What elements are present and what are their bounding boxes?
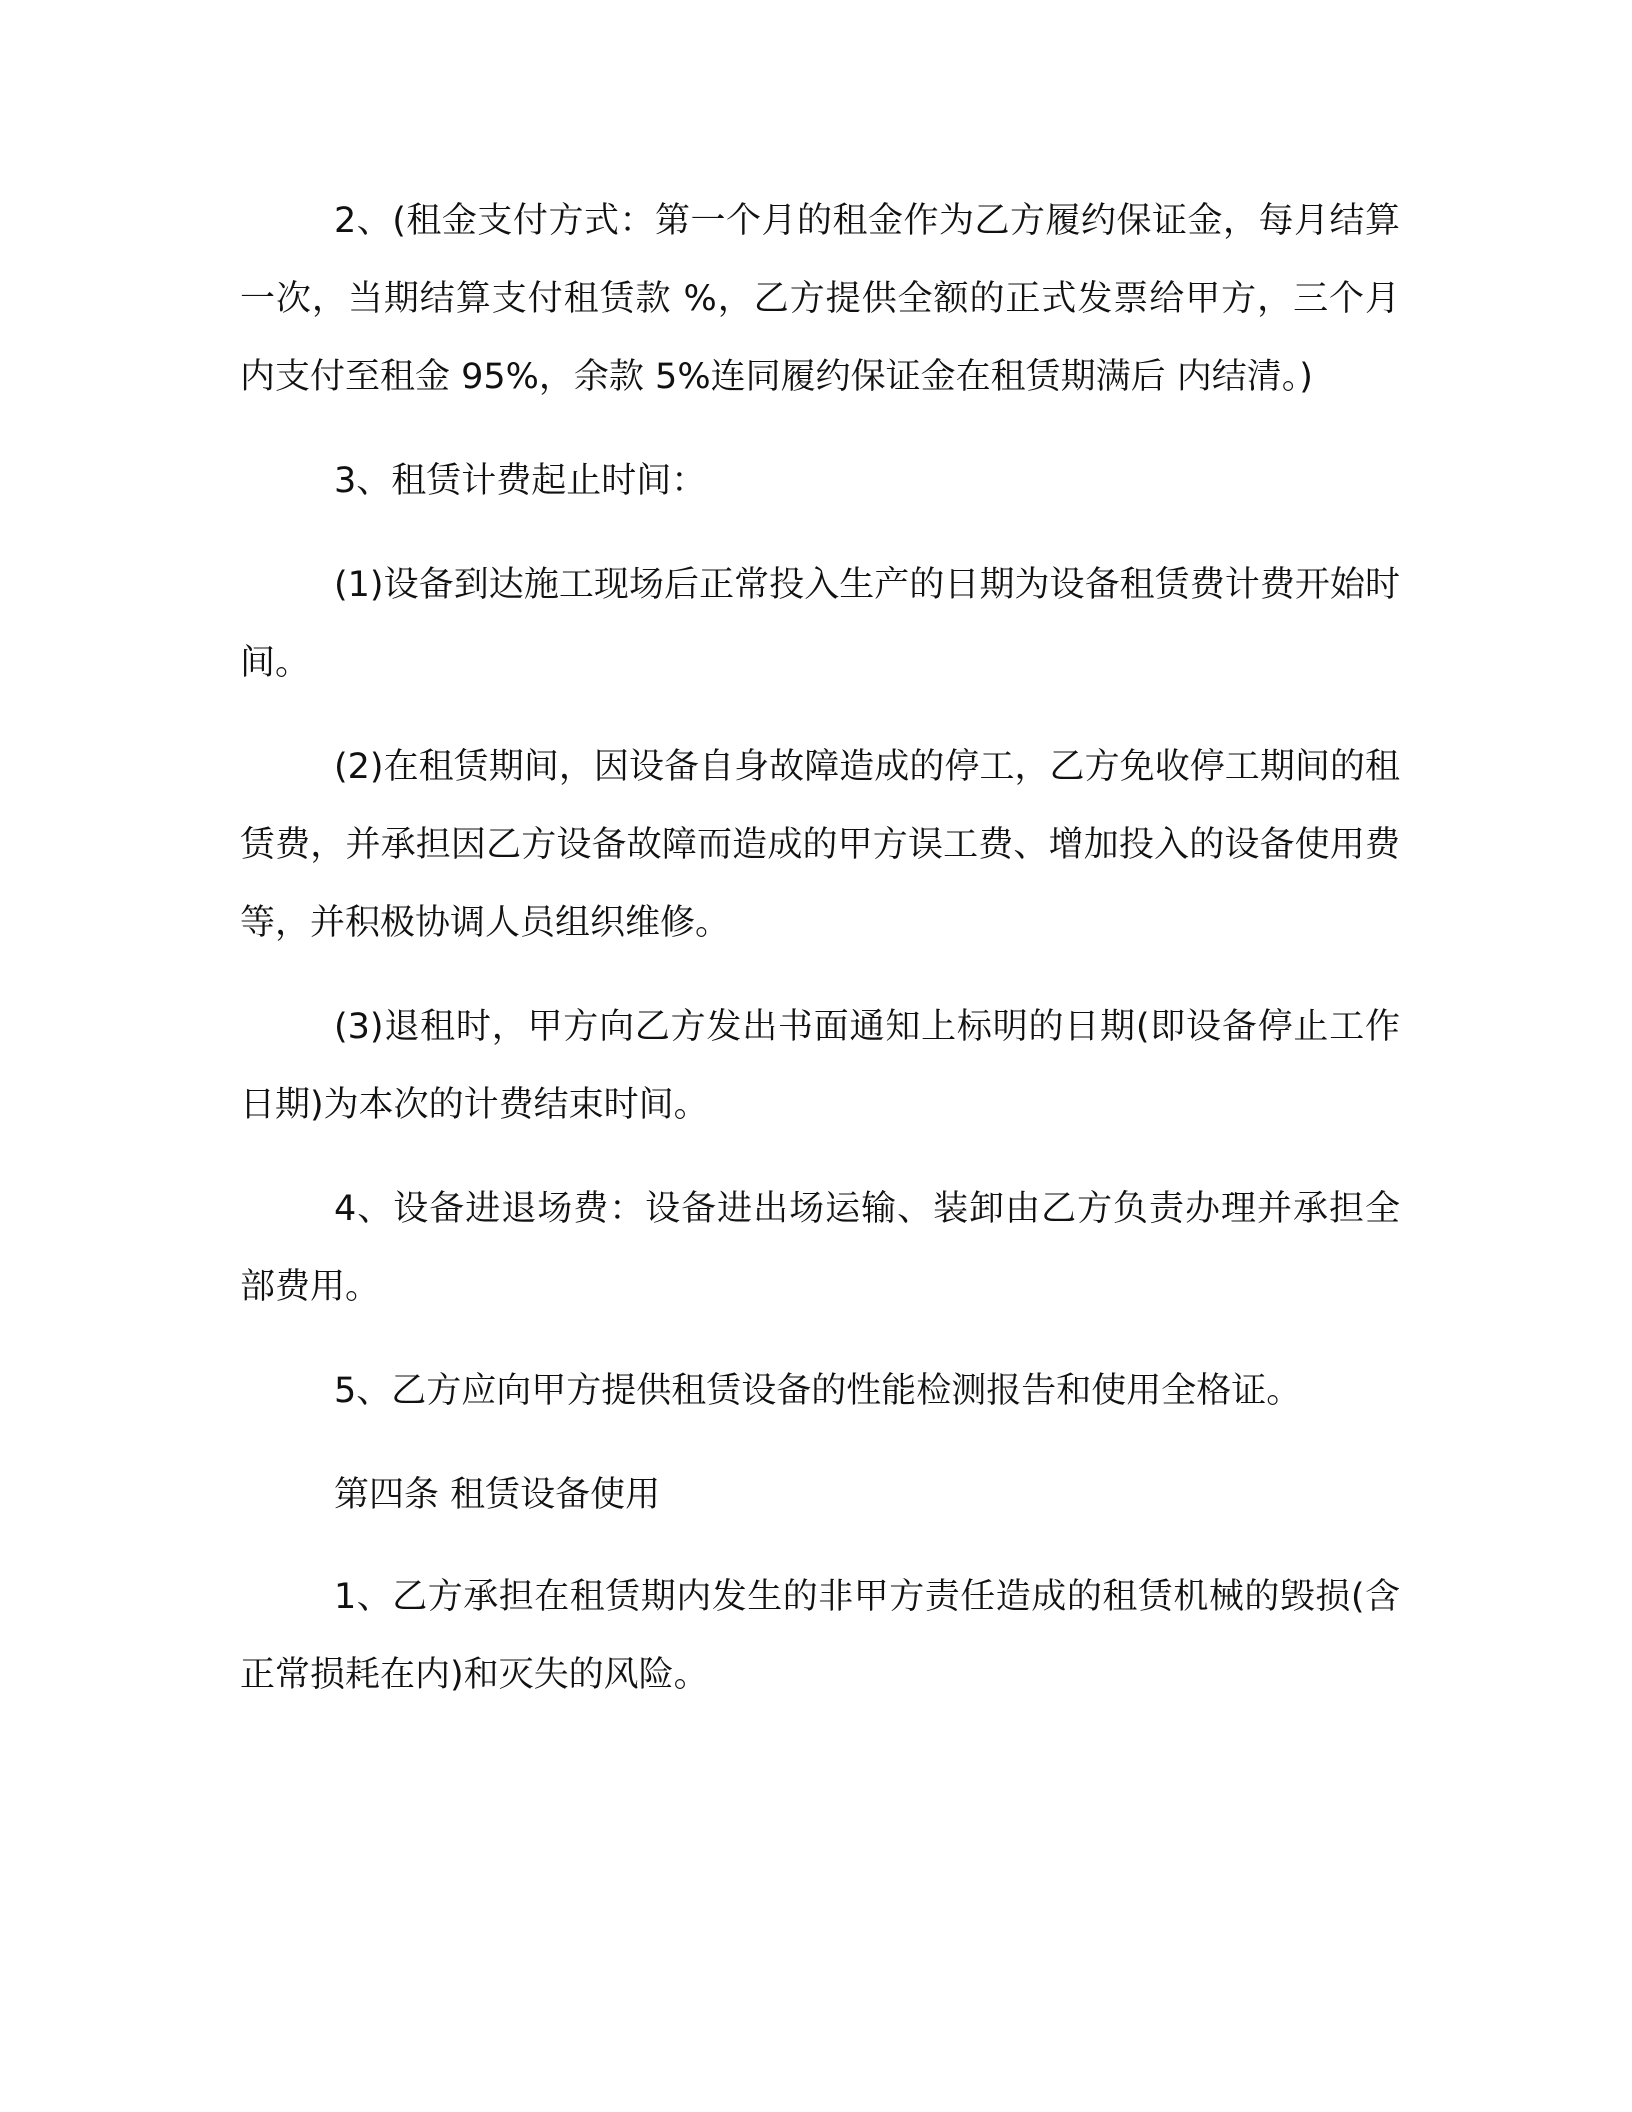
section-heading-article-four: 第四条 租赁设备使用 xyxy=(334,1475,661,1515)
paragraph-billing-start: (1)设备到达施工现场后正常投入生产的日期为设备租赁费计费开始时间。 xyxy=(240,565,1400,683)
paragraph-entry-exit-fee: 4、设备进退场费：设备进出场运输、装卸由乙方负责办理并承担全部费用。 xyxy=(240,1189,1400,1307)
paragraph-downtime: (2)在租赁期间，因设备自身故障造成的停工，乙方免收停工期间的租赁费，并承担因乙方设备故障而造成的甲方误工费、增加投入的设备使用费等，并积极协调人员组织维修。 xyxy=(240,747,1400,943)
paragraph-inspection-report: 5、乙方应向甲方提供租赁设备的性能检测报告和使用全格证。 xyxy=(334,1371,1302,1411)
paragraph-billing-period-heading: 3、租赁计费起止时间： xyxy=(334,461,707,501)
paragraph-risk: 1、乙方承担在租赁期内发生的非甲方责任造成的租赁机械的毁损(含正常损耗在内)和灭失的风险。 xyxy=(240,1577,1400,1695)
paragraph-rent-payment: 2、(租金支付方式：第一个月的租金作为乙方履约保证金，每月结算一次，当期结算支付租赁款 %，乙方提供全额的正式发票给甲方，三个月内支付至租金 95%，余款 5%连同履约保证金在租赁期满后 内结清。) xyxy=(240,201,1400,397)
paragraph-billing-end: (3)退租时，甲方向乙方发出书面通知上标明的日期(即设备停止工作日期)为本次的计费结束时间。 xyxy=(240,1007,1400,1125)
document-body xyxy=(240,182,1400,1740)
